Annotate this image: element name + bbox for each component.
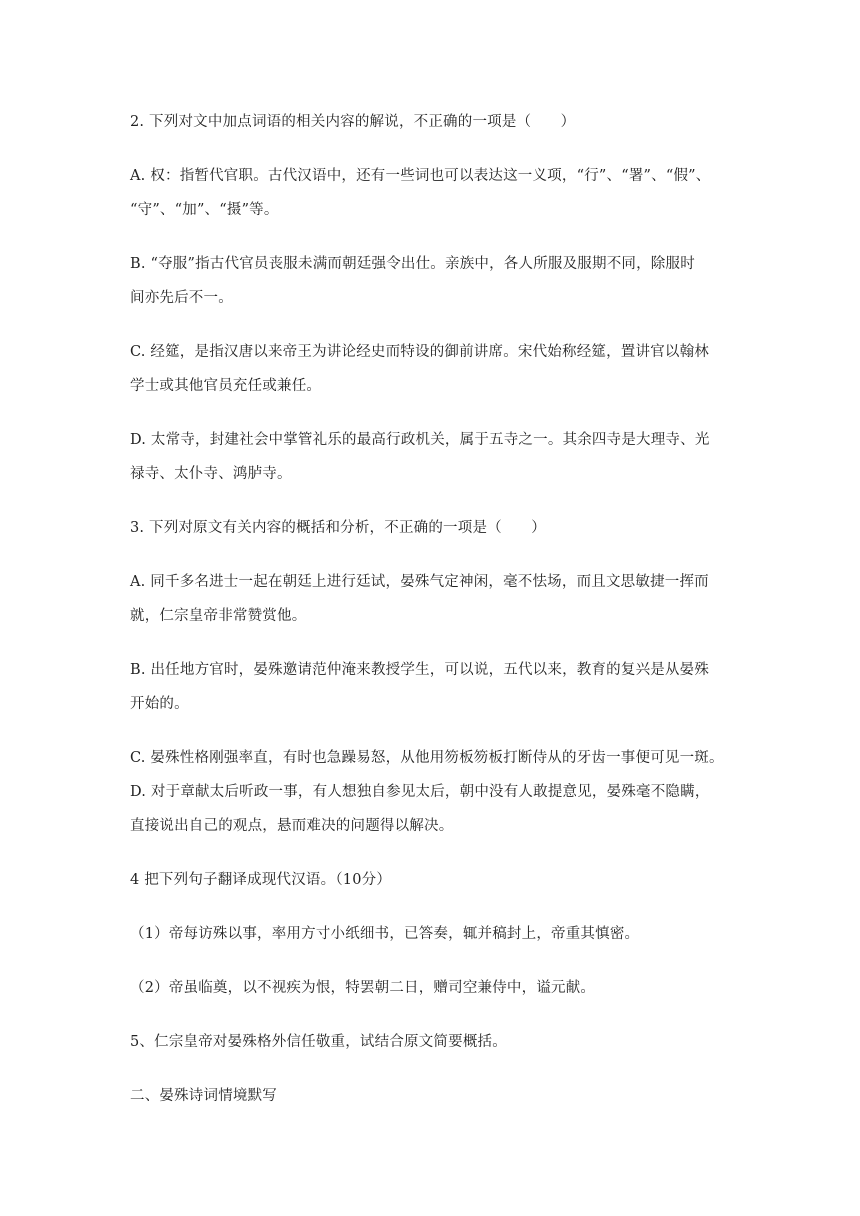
question-3-option-a-line-2: 就，仁宗皇帝非常赞赏他。 [130, 608, 307, 624]
question-3-option-c-line-1: C. 晏殊性格刚强率直，有时也急躁易怒，从他用笏板笏板打断侍从的牙齿一事便可见一斑。 [130, 750, 724, 766]
question-2-option-c-line-1: C. 经筵，是指汉唐以来帝王为讲论经史而特设的御前讲席。宋代始称经筵，置讲官以翰林 [130, 344, 709, 360]
question-3-option-b-line-1: B. 出任地方官时，晏殊邀请范仲淹来教授学生，可以说，五代以来，教育的复兴是从晏殊 [130, 662, 710, 678]
question-2-option-d-line-2: 禄寺、太仆寺、鸿胪寺。 [130, 466, 292, 482]
question-2-option-a-line-1: A. 权：指暂代官职。古代汉语中，还有一些词也可以表达这一义项，“行”、“署”、“假”、 [130, 168, 711, 184]
question-2-option-a-line-2: “守”、“加”、“摄”等。 [130, 202, 279, 218]
question-2-option-c-line-2: 学士或其他官员充任或兼任。 [130, 378, 322, 394]
question-2-option-d-line-1: D. 太常寺，封建社会中掌管礼乐的最高行政机关，属于五寺之一。其余四寺是大理寺、光 [130, 432, 710, 448]
question-2-stem: 2. 下列对文中加点词语的相关内容的解说，不正确的一项是（ ） [130, 114, 576, 130]
question-2-option-b-line-1: B. “夺服”指古代官员丧服未满而朝廷强令出仕。亲族中，各人所服及服期不同，除服时 [130, 256, 695, 272]
question-4-sentence-2: （2）帝虽临奠，以不视疾为恨，特罢朝二日，赠司空兼侍中，谥元献。 [130, 980, 596, 996]
question-3-option-d-line-1: D. 对于章献太后听政一事，有人想独自参见太后，朝中没有人敢提意见，晏殊毫不隐瞒， [130, 784, 710, 800]
question-3-option-b-line-2: 开始的。 [130, 696, 189, 712]
question-3-option-a-line-1: A. 同千多名进士一起在朝廷上进行廷试，晏殊气定神闲，毫不怯场，而且文思敏捷一挥而 [130, 574, 709, 590]
question-3-option-d-line-2: 直接说出自己的观点，悬而难决的问题得以解决。 [130, 818, 454, 834]
question-4-stem: 4 把下列句子翻译成现代汉语。（10分） [130, 872, 392, 888]
question-3-stem: 3. 下列对原文有关内容的概括和分析，不正确的一项是（ ） [130, 520, 546, 536]
question-2-option-b-line-2: 间亦先后不一。 [130, 290, 233, 306]
question-5-stem: 5、仁宗皇帝对晏殊格外信任敬重，试结合原文简要概括。 [130, 1034, 507, 1050]
question-4-sentence-1: （1）帝每访殊以事，率用方寸小纸细书，已答奏，辄并稿封上，帝重其慎密。 [130, 926, 640, 942]
section-2-title: 二、晏殊诗词情境默写 [130, 1088, 277, 1104]
